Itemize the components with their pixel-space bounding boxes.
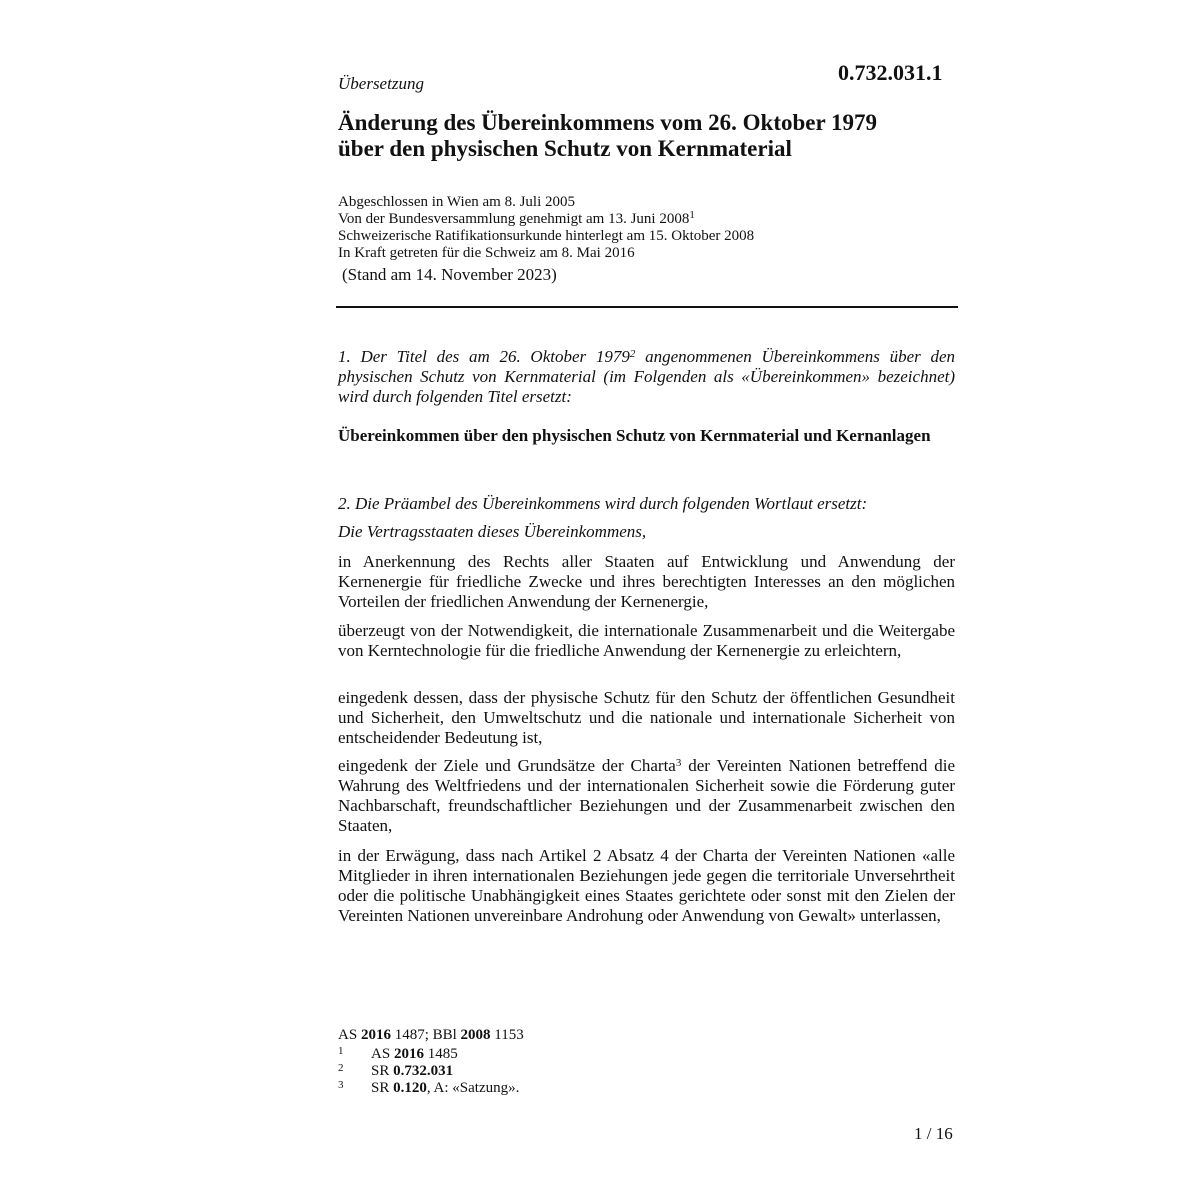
footnote-ref-2[interactable]: 2 <box>629 348 636 360</box>
source-bbl-page: 1153 <box>490 1027 524 1043</box>
paragraph-3: Die Vertragsstaaten dieses Übereinkommens, <box>338 522 647 541</box>
source-as-year: 2016 <box>360 1027 391 1043</box>
paragraph-1 <box>338 347 955 407</box>
footnote-ref-number[interactable]: 0.732.031 <box>393 1063 454 1079</box>
sr-number: 0.732.031.1 <box>838 60 943 85</box>
footnote-prefix: SR <box>371 1063 394 1079</box>
paragraph-8: in der Erwägung, dass nach Artikel 2 Absatz 4 der Charta der Vereinten Nationen «alle Mitglieder in ihren internationalen Beziehungen jede gegen die territoriale Unversehrtheit oder die politische Unabhängigkeit eines Staates gerichtete oder sonst mit den Zielen der Vereinten Nationen unvereinbare Androhung oder Anwendung von Gewalt» unterlassen, <box>338 846 955 925</box>
ratification-date: Schweizerische Ratifikationsurkunde hinterlegt am 15. Oktober 2008 <box>338 228 755 244</box>
footnote-text <box>371 1063 453 1080</box>
footnote-suffix: 1485 <box>423 1046 458 1062</box>
footnote-text <box>371 1046 458 1063</box>
source-bbl-year: 2008 <box>460 1027 491 1043</box>
translation-label: Übersetzung <box>338 74 424 93</box>
footnote-source <box>338 1027 524 1044</box>
footnote-prefix: AS <box>371 1046 394 1062</box>
divider <box>336 306 958 308</box>
treaty-metadata <box>338 194 754 262</box>
footnote-ref-number: 2016 <box>393 1046 424 1062</box>
footnote-number: 3 <box>338 1079 344 1091</box>
approval-date <box>338 211 754 228</box>
footnote-text <box>371 1080 519 1097</box>
footnote-prefix: SR <box>371 1080 394 1096</box>
source-as-label: AS <box>338 1027 361 1043</box>
footnote-number: 2 <box>338 1062 344 1074</box>
paragraph-7-text-a: eingedenk der Ziele und Grundsätze der Charta <box>338 756 676 775</box>
concluded-date: Abgeschlossen in Wien am 8. Juli 2005 <box>338 194 576 210</box>
in-force-date: In Kraft getreten für die Schweiz am 8. Mai 2016 <box>338 245 635 261</box>
paragraph-7 <box>338 756 955 836</box>
footnote-ref-number[interactable]: 0.120 <box>393 1080 427 1096</box>
footnote-ref-3[interactable]: 3 <box>675 757 682 769</box>
paragraph-6: eingedenk dessen, dass der physische Schutz für den Schutz der öffentlichen Gesundheit und Sicherheit, den Umweltschutz und die nationale und internationale Sicherheit von entscheidender Bedeutung ist, <box>338 688 955 747</box>
page-number: 1 / 16 <box>914 1124 953 1143</box>
approval-text: Von der Bundesversammlung genehmigt am 13. Juni 2008 <box>338 211 690 227</box>
paragraph-5: überzeugt von der Notwendigkeit, die internationale Zusammenarbeit und die Weitergabe von Kerntechnologie für die friedliche Anwendung der Kernenergie zu erleichtern, <box>338 621 955 660</box>
page-title <box>338 110 877 162</box>
footnote-suffix: , A: «Satzung». <box>426 1080 520 1096</box>
title-line-2: über den physischen Schutz von Kernmaterial <box>338 136 792 161</box>
paragraph-1-text-b: angenommenen Übereinkommens über den physischen Schutz von Kernmaterial (im Folgenden als «Übereinkommen» bezeichnet) wird durch folgenden Titel ersetzt: <box>338 347 955 406</box>
footnote-ref-1[interactable]: 1 <box>689 209 695 221</box>
paragraph-2: 2. Die Präambel des Übereinkommens wird durch folgenden Wortlaut ersetzt: <box>338 494 868 513</box>
title-line-1: Änderung des Übereinkommens vom 26. Oktober 1979 <box>338 110 878 135</box>
footnote-number: 1 <box>338 1045 344 1057</box>
new-convention-title: Übereinkommen über den physischen Schutz von Kernmaterial und Kernanlagen <box>338 426 931 445</box>
paragraph-1-text-a: 1. Der Titel des am 26. Oktober 1979 <box>338 347 630 366</box>
source-as-page: 1487; BBl <box>390 1027 461 1043</box>
paragraph-7-text-b: der Vereinten Nationen betreffend die Wahrung des Weltfriedens und der internationalen Sicherheit sowie die Förderung guter Nachbarschaft, freundschaftlicher Beziehungen und der Zusammenarbeit zwischen den Staaten, <box>338 756 956 835</box>
paragraph-4: in Anerkennung des Rechts aller Staaten auf Entwicklung und Anwendung der Kernenergie für friedliche Zwecke und ihres berechtigten Interesses an den möglichen Vorteilen der friedlichen Anwendung der Kernenergie, <box>338 552 955 611</box>
status-date: (Stand am 14. November 2023) <box>342 265 557 284</box>
